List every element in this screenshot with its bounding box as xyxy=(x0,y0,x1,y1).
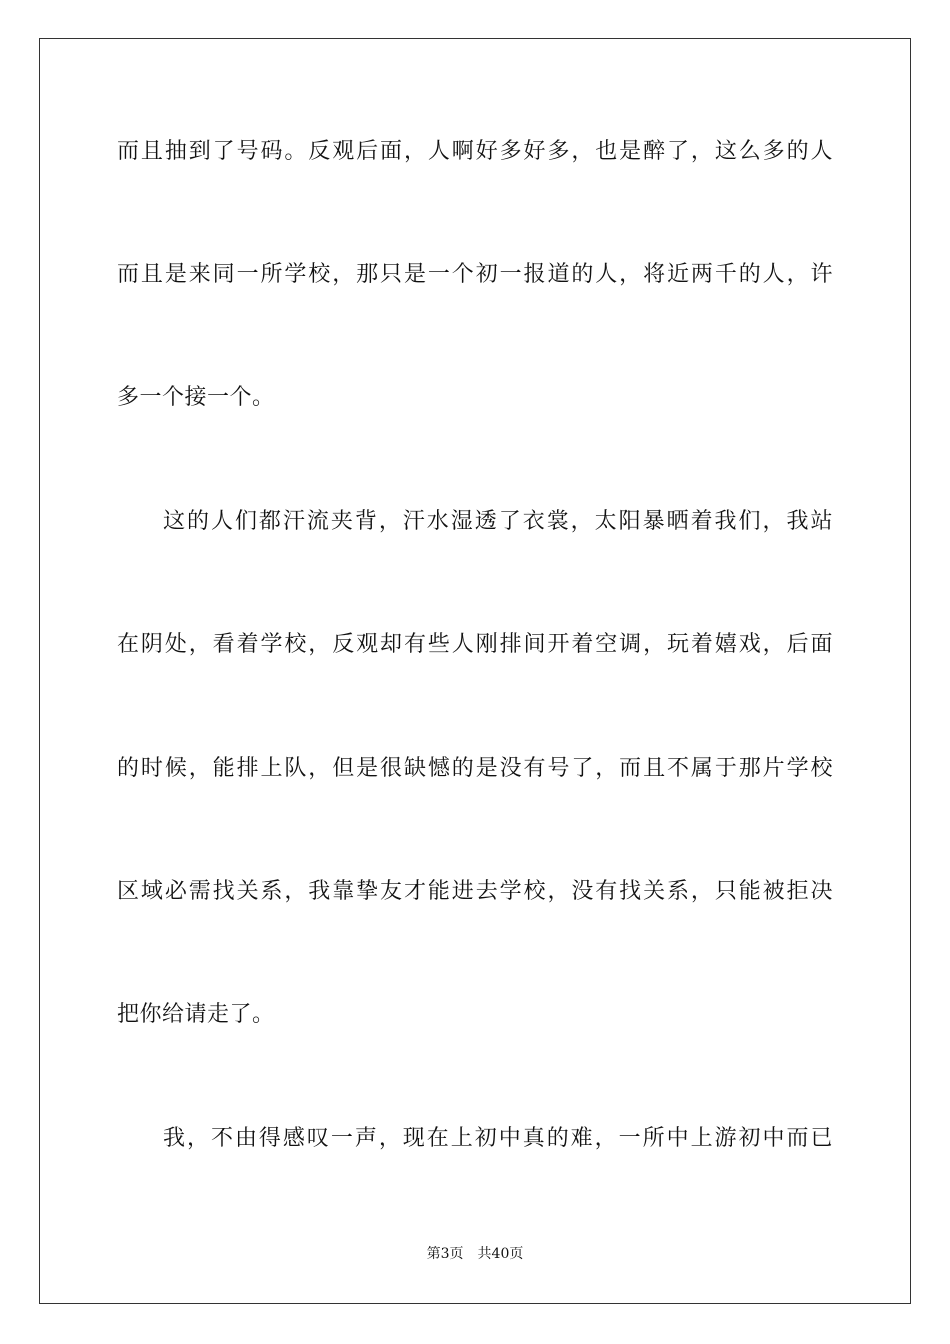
paragraph-line: 在阴处，看着学校，反观却有些人刚排间开着空调，玩着嬉戏，后面 xyxy=(117,632,833,657)
paragraph-line: 这的人们都汗流夹背，汗水湿透了衣裳，太阳暴晒着我们，我站 xyxy=(163,509,833,534)
paragraph-line: 把你给请走了。 xyxy=(117,1002,275,1027)
paragraph-line: 而且是来同一所学校，那只是一个初一报道的人，将近两千的人，许 xyxy=(117,262,833,287)
paragraph-line: 我，不由得感叹一声，现在上初中真的难，一所中上游初中而已 xyxy=(163,1126,833,1151)
paragraph-line: 区域必需找关系，我靠挚友才能进去学校，没有找关系，只能被拒决 xyxy=(117,879,833,904)
page-total: 共40页 xyxy=(477,1246,524,1262)
page-number: 第3页 xyxy=(426,1246,464,1262)
page-border xyxy=(39,38,911,1304)
page-footer xyxy=(0,1245,950,1263)
paragraph-line: 多一个接一个。 xyxy=(117,385,275,410)
paragraph-line: 而且抽到了号码。反观后面，人啊好多好多，也是醉了，这么多的人 xyxy=(117,139,833,164)
paragraph-line: 的时候，能排上队，但是很缺憾的是没有号了，而且不属于那片学校 xyxy=(117,756,833,781)
